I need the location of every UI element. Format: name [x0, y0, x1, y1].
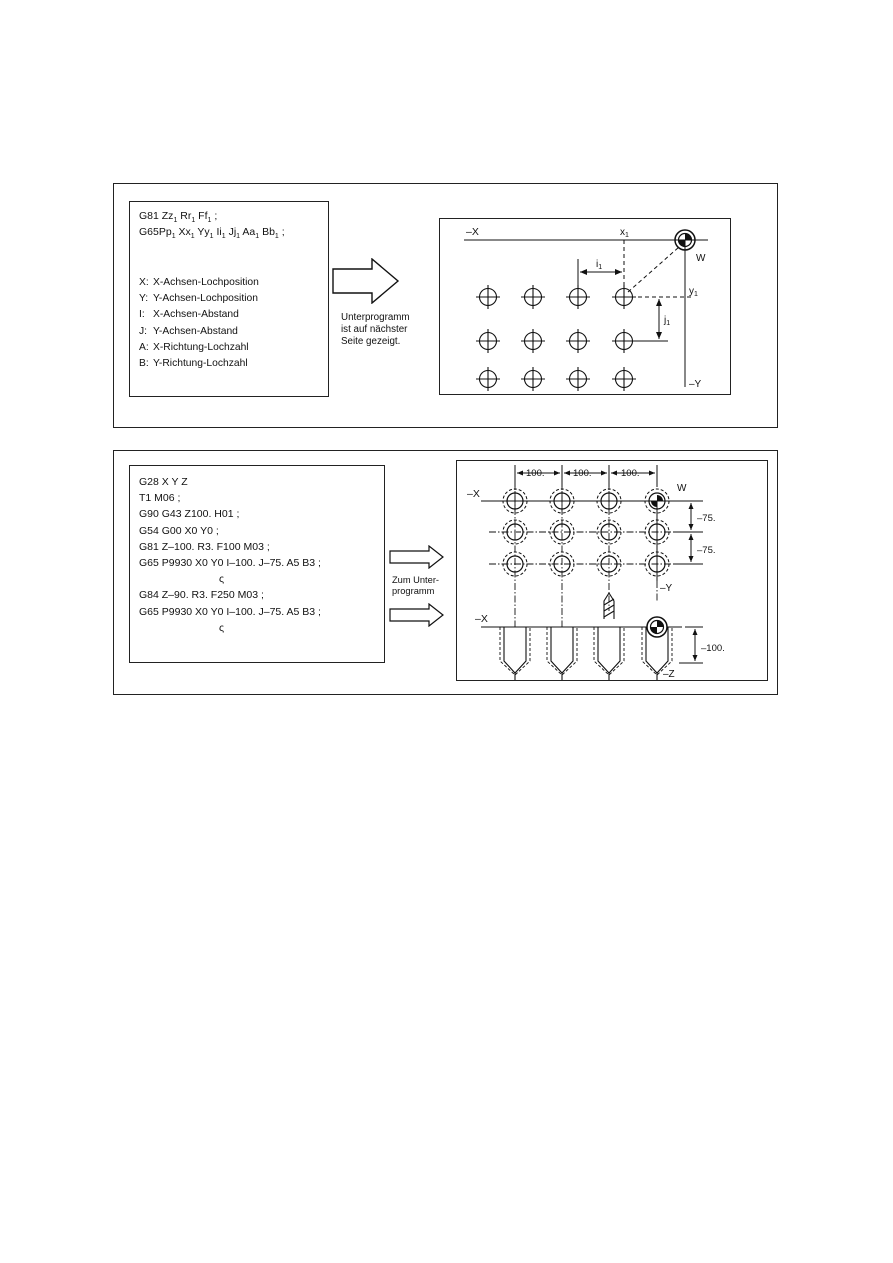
- label-x1: $x_1$: [620, 227, 629, 239]
- hole-grid: [503, 489, 669, 576]
- code-subscript: 1: [255, 233, 260, 241]
- legend-key: X:: [139, 277, 149, 288]
- figure1-panel: [113, 183, 778, 428]
- drilled-hole-profiles: [500, 627, 672, 680]
- figure2-diagram: [456, 460, 768, 681]
- code-token: Aa: [240, 226, 256, 238]
- legend-item-a: [139, 340, 259, 356]
- drilled-hole-icon: [500, 627, 530, 680]
- figure1-code-box: [129, 201, 329, 397]
- drilled-hole-icon: [594, 627, 624, 680]
- code-subscript: 1: [274, 233, 279, 241]
- hole-icon: [612, 329, 636, 353]
- code-subscript: 1: [209, 233, 214, 241]
- legend-text: X-Achsen-Lochposition: [153, 277, 259, 288]
- label-dim-y1: –75.: [697, 513, 716, 524]
- origin-symbol-icon: [651, 495, 663, 507]
- figure1-legend: [139, 275, 259, 372]
- drilling-tapping-diagram: [457, 461, 767, 680]
- label-dim-y2: –75.: [697, 545, 716, 556]
- label-minus-x-top: –X: [467, 488, 480, 500]
- z-dimension: [679, 627, 703, 663]
- code-line: G28 X Y Z: [139, 476, 188, 488]
- note-line: Zum Unter-: [392, 575, 440, 585]
- code-subscript: 1: [236, 233, 241, 241]
- legend-item-i: [139, 307, 259, 323]
- hole-pattern-diagram: [440, 219, 730, 394]
- label-minus-x: –X: [466, 226, 479, 238]
- origin-symbol-bottom-icon: [647, 617, 667, 637]
- hole-icon: [550, 489, 574, 513]
- code-line: G54 G00 X0 Y0 ;: [139, 524, 219, 537]
- figure1-note: [341, 312, 410, 348]
- figure1-arrow-icon: [332, 258, 400, 304]
- j-arrow-top: [656, 299, 662, 306]
- note-line: ist auf nächster: [341, 324, 408, 335]
- drilled-hole-icon: [547, 627, 577, 680]
- hole-icon: [476, 329, 500, 353]
- dim-label-3: 100.: [621, 468, 640, 479]
- hole-icon: [503, 489, 527, 513]
- hole-icon: [476, 367, 500, 391]
- code-subscript: 1: [190, 233, 195, 241]
- code-token: Jj: [225, 226, 237, 238]
- code-token: G81 Zz: [139, 210, 174, 222]
- diagonal-dashed-line: [628, 247, 679, 292]
- figure2-panel: [113, 450, 778, 695]
- note-line: programm: [392, 586, 435, 596]
- code-token: ;: [278, 226, 285, 238]
- legend-key: I:: [139, 309, 145, 321]
- code-token: Bb: [259, 226, 275, 238]
- legend-key: A:: [139, 341, 149, 353]
- code-token: ;: [211, 210, 218, 222]
- figure2-code-box: [129, 465, 385, 663]
- label-minus-z: –Z: [663, 669, 675, 680]
- j-arrow-bottom: [656, 332, 662, 339]
- note-line: Unterprogramm: [341, 312, 410, 323]
- label-j1: $j_1$: [664, 315, 671, 327]
- code-line: G84 Z–90. R3. F250 M03 ;: [139, 589, 264, 602]
- code-token: Rr: [177, 210, 192, 222]
- hole-icon: [566, 367, 590, 391]
- legend-key: Y:: [139, 293, 149, 305]
- hole-icon: [566, 285, 590, 309]
- dim-label-2: 100.: [573, 468, 592, 479]
- legend-key: B:: [139, 358, 149, 370]
- code-subscript: 1: [191, 217, 196, 225]
- hole-icon: [521, 285, 545, 309]
- legend-text: X-Richtung-Lochzahl: [153, 341, 249, 353]
- figure2-arrow-upper-icon: [389, 545, 445, 569]
- legend-key: J:: [139, 325, 148, 337]
- label-minus-y: –Y: [660, 583, 673, 594]
- hole-icon: [612, 367, 636, 391]
- hole-icon: [521, 367, 545, 391]
- code-token: G65Pp: [139, 226, 172, 238]
- code-token: Yy: [194, 226, 210, 238]
- origin-symbol-icon: [675, 230, 695, 250]
- code-line: G65 P9930 X0 Y0 I–100. J–75. A5 B3 ;: [139, 557, 321, 570]
- code-line: G81 Z–100. R3. F100 M03 ;: [139, 540, 270, 553]
- code-subscript: 1: [221, 233, 226, 241]
- code-subscript: 1: [207, 217, 212, 225]
- legend-text: Y-Achsen-Abstand: [153, 325, 238, 337]
- legend-text: X-Achsen-Abstand: [153, 309, 239, 321]
- code-token: Ff: [195, 210, 208, 222]
- figure1-diagram: [439, 218, 731, 395]
- hole-icon: [521, 329, 545, 353]
- label-w: W: [677, 483, 687, 494]
- code-line: G65 P9930 X0 Y0 I–100. J–75. A5 B3 ;: [139, 605, 321, 618]
- code-line-ellipsis: ς: [219, 573, 225, 586]
- figure2-code-lines: [139, 474, 321, 636]
- figure2-note: [392, 575, 439, 597]
- code-line-ellipsis: ς: [219, 621, 225, 634]
- code-token: Xx: [175, 226, 191, 238]
- label-w: W: [696, 253, 706, 264]
- legend-item-j: [139, 324, 259, 340]
- legend-item-y: [139, 291, 259, 307]
- hole-icon: [566, 329, 590, 353]
- label-dim-z: –100.: [701, 643, 725, 654]
- legend-item-x: [139, 275, 259, 291]
- code-line: G90 G43 Z100. H01 ;: [139, 508, 240, 521]
- hole-icon: [597, 520, 621, 544]
- code-line: T1 M06 ;: [139, 492, 181, 505]
- legend-text: Y-Richtung-Lochzahl: [153, 358, 248, 370]
- hole-icon: [597, 489, 621, 513]
- code-subscript: 1: [173, 217, 178, 225]
- dim-label-1: 100.: [526, 468, 545, 479]
- i-arrow-left: [580, 269, 587, 275]
- code-token: Ii: [213, 226, 222, 238]
- legend-item-b: [139, 356, 259, 372]
- label-y1: $y_1$: [689, 286, 698, 298]
- legend-text: Y-Achsen-Lochposition: [153, 293, 258, 305]
- note-line: Seite gezeigt.: [341, 336, 401, 347]
- hole-grid: [476, 285, 636, 391]
- label-minus-y: –Y: [689, 379, 702, 390]
- code-subscript: 1: [171, 233, 176, 241]
- i-arrow-right: [615, 269, 622, 275]
- label-i1: $i_1$: [596, 259, 603, 271]
- figure1-code-line-2: [139, 224, 285, 245]
- label-minus-x-bottom: –X: [475, 613, 488, 625]
- figure2-arrow-lower-icon: [389, 603, 445, 627]
- hole-icon: [612, 285, 636, 309]
- hole-icon: [476, 285, 500, 309]
